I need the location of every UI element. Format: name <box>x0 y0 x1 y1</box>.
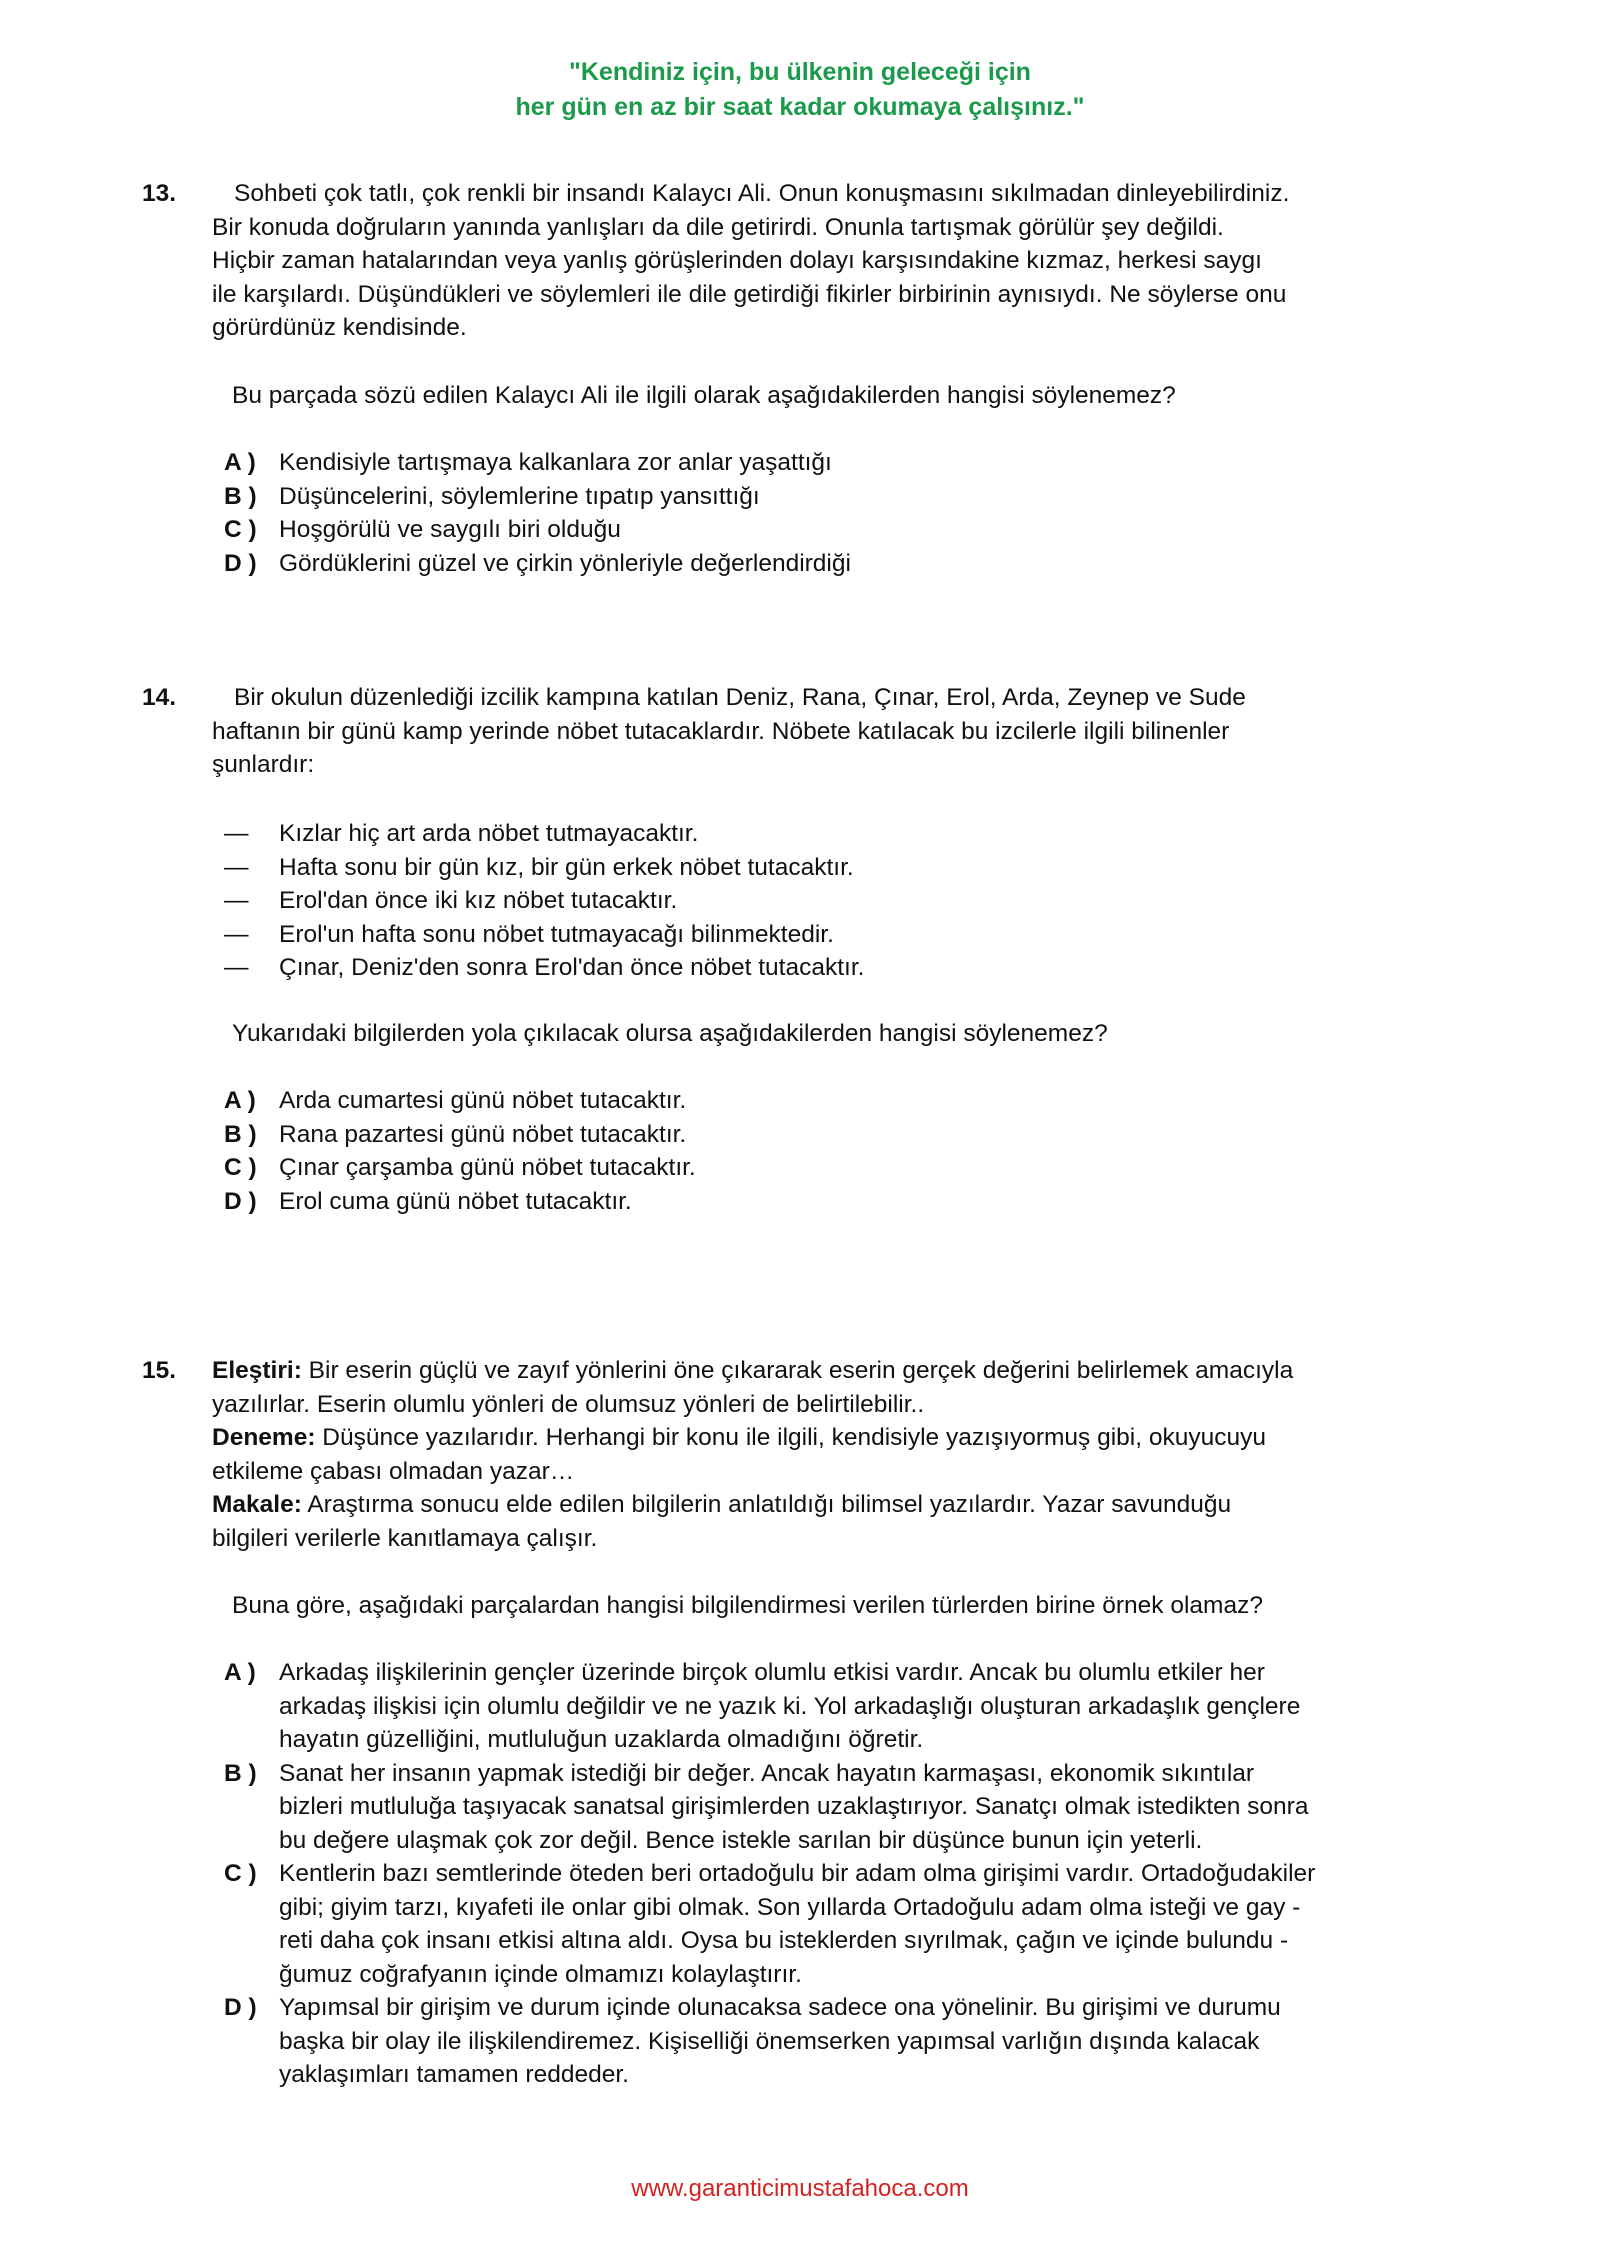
option-line: arkadaş ilişkisi için olumlu değildir ve ne yazık ki. Yol arkadaşlığı oluşturan arkadaşlık gençlere <box>279 1692 1301 1720</box>
option-b[interactable] <box>0 1757 1600 1858</box>
clue-text: Hafta sonu bir gün kız, bir gün erkek nöbet tutacaktır. <box>279 853 854 881</box>
option-letter: A ) <box>224 449 256 476</box>
option-letter: B ) <box>224 1759 257 1787</box>
option-d[interactable] <box>0 1991 1600 2092</box>
option-text <box>279 1991 1429 2092</box>
question-prompt: Bu parçada sözü edilen Kalaycı Ali ile ilgili olarak aşağıdakilerden hangisi söylenemez? <box>232 382 1176 409</box>
option-letter: C ) <box>224 1860 257 1887</box>
clue-item <box>0 851 1600 885</box>
passage-line: Sohbeti çok tatlı, çok renkli bir insandı Kalaycı Ali. Onun konuşmasını sıkılmadan dinleyebilirdiniz. <box>234 180 1290 207</box>
definition-line <box>212 1488 1442 1522</box>
definition-line: yazılırlar. Eserin olumlu yönleri de olumsuz yönleri de belirtilebilir.. <box>212 1390 925 1418</box>
definition-line <box>212 1354 1442 1388</box>
dash-bullet: — <box>224 954 249 981</box>
option-line: ğumuz coğrafyanın içinde olmamızı kolaylaştırır. <box>279 1960 802 1988</box>
option-text: Arda cumartesi günü nöbet tutacaktır. <box>279 1087 687 1114</box>
option-line: Yapımsal bir girişim ve durum içinde olunacaksa sadece ona yönelinir. Bu girişimi ve durumu <box>279 1994 1281 2021</box>
option-letter: C ) <box>224 1154 257 1181</box>
definition-term: Makale: <box>212 1491 302 1518</box>
passage-line: Hiçbir zaman hatalarından veya yanlış görüşlerinden dolayı karşısındakine kızmaz, herkesi saygı <box>212 247 1262 274</box>
dash-bullet: — <box>224 887 249 914</box>
option-d[interactable] <box>0 1185 1600 1219</box>
definition-text: Bir eserin güçlü ve zayıf yönlerini öne çıkararak eserin gerçek değerini belirlemek amacıyla <box>301 1357 1294 1384</box>
option-line: başka bir olay ile ilişkilendiremez. Kişiselliği önemserken yapımsal varlığın dışında kalacak <box>279 2027 1260 2055</box>
option-letter: D ) <box>224 549 257 577</box>
motto-line-2: her gün en az bir saat kadar okumaya çalışınız." <box>515 93 1085 121</box>
answer-options <box>0 446 1600 580</box>
answer-options <box>0 1656 1600 2092</box>
definition-line: etkileme çabası olmadan yazar… <box>212 1457 575 1485</box>
question-passage <box>212 177 1442 345</box>
option-c[interactable] <box>0 513 1600 547</box>
passage-line: haftanın bir günü kamp yerinde nöbet tutacaklardır. Nöbete katılacak bu izcilerle ilgili bilinenler <box>212 717 1230 745</box>
option-text: Gördüklerini güzel ve çirkin yönleriyle değerlendirdiği <box>279 549 851 577</box>
question-prompt: Yukarıdaki bilgilerden yola çıkılacak olursa aşağıdakilerden hangisi söylenemez? <box>232 1020 1108 1047</box>
option-a[interactable] <box>0 1656 1600 1757</box>
option-text <box>279 1656 1429 1757</box>
question-number: 15. <box>142 1357 177 1384</box>
option-line: Arkadaş ilişkilerinin gençler üzerinde birçok olumlu etkisi vardır. Ancak bu olumlu etkiler her <box>279 1659 1265 1686</box>
clue-text: Kızlar hiç art arda nöbet tutmayacaktır. <box>279 820 699 847</box>
option-line: Kentlerin bazı semtlerinde öteden beri ortadoğulu bir adam olma girişimi vardır. Ortadoğudakiler <box>279 1860 1316 1887</box>
option-a[interactable] <box>0 446 1600 480</box>
answer-options <box>0 1084 1600 1218</box>
clue-text: Erol'un hafta sonu nöbet tutmayacağı bilinmektedir. <box>279 920 834 948</box>
option-letter: C ) <box>224 516 257 543</box>
option-letter: A ) <box>224 1087 256 1114</box>
option-letter: D ) <box>224 1187 257 1215</box>
option-a[interactable] <box>0 1084 1600 1118</box>
option-line: yaklaşımları tamamen reddeder. <box>279 2061 629 2088</box>
definition-line: bilgileri verilerle kanıtlamaya çalışır. <box>212 1524 598 1552</box>
option-c[interactable] <box>0 1857 1600 1991</box>
clue-list <box>0 817 1600 985</box>
clue-item <box>0 951 1600 985</box>
option-line: gibi; giyim tarzı, kıyafeti ile onlar gibi olmak. Son yıllarda Ortadoğulu adam olma isteği ve gay - <box>279 1893 1301 1921</box>
option-line: reti daha çok insanı etkisi altına aldı. Oysa bu isteklerden sıyrılmak, çağın ve içinde bulundu - <box>279 1927 1289 1954</box>
dash-bullet: — <box>224 853 249 881</box>
motto-header <box>0 55 1600 125</box>
definition-line <box>212 1421 1442 1455</box>
passage-line: ile karşılardı. Düşündükleri ve söylemleri ile dile getirdiği fikirler birbirinin aynısıydı. Ne söylerse onu <box>212 280 1287 308</box>
option-line: bu değere ulaşmak çok zor değil. Bence istekle sarılan bir düşünce bunun için yeterli. <box>279 1826 1203 1854</box>
option-text <box>279 1857 1429 1991</box>
option-text: Çınar çarşamba günü nöbet tutacaktır. <box>279 1154 696 1181</box>
dash-bullet: — <box>224 920 249 948</box>
option-text: Erol cuma günü nöbet tutacaktır. <box>279 1187 632 1215</box>
clue-text: Erol'dan önce iki kız nöbet tutacaktır. <box>279 887 678 914</box>
question-number: 14. <box>142 684 177 711</box>
option-text: Hoşgörülü ve saygılı biri olduğu <box>279 516 621 543</box>
option-c[interactable] <box>0 1151 1600 1185</box>
website-link[interactable]: www.garanticimustafahoca.com <box>631 2175 969 2202</box>
passage-line: Bir okulun düzenlediği izcilik kampına katılan Deniz, Rana, Çınar, Erol, Arda, Zeynep ve Sude <box>234 684 1246 711</box>
option-text: Düşüncelerini, söylemlerine tıpatıp yansıttığı <box>279 482 760 510</box>
question-passage <box>212 681 1442 782</box>
passage-line: şunlardır: <box>212 751 315 778</box>
option-b[interactable] <box>0 1118 1600 1152</box>
clue-item <box>0 884 1600 918</box>
passage-line: Bir konuda doğruların yanında yanlışları da dile getirirdi. Onunla tartışmak görülür şey değildi. <box>212 213 1224 241</box>
option-b[interactable] <box>0 480 1600 514</box>
option-text: Rana pazartesi günü nöbet tutacaktır. <box>279 1120 687 1148</box>
definition-text: Araştırma sonucu elde edilen bilgilerin anlatıldığı bilimsel yazılardır. Yazar savunduğu <box>301 1491 1232 1518</box>
option-text <box>279 1757 1429 1858</box>
clue-item <box>0 817 1600 851</box>
question-number: 13. <box>142 180 177 207</box>
passage-line: görürdünüz kendisinde. <box>212 314 467 341</box>
definition-text: Düşünce yazılarıdır. Herhangi bir konu ile ilgili, kendisiyle yazışıyormuş gibi, okuyucuyu <box>315 1424 1266 1451</box>
option-letter: A ) <box>224 1659 256 1686</box>
option-letter: B ) <box>224 1120 257 1148</box>
question-prompt: Buna göre, aşağıdaki parçalardan hangisi bilgilendirmesi verilen türlerden birine örnek olamaz? <box>232 1592 1263 1619</box>
option-letter: B ) <box>224 482 257 510</box>
option-line: hayatın güzelliğini, mutluluğun uzaklarda olmadığını öğretir. <box>279 1726 924 1753</box>
option-letter: D ) <box>224 1994 257 2021</box>
genre-definitions <box>212 1354 1442 1555</box>
option-d[interactable] <box>0 547 1600 581</box>
definition-term: Deneme: <box>212 1424 316 1451</box>
option-line: Sanat her insanın yapmak istediği bir değer. Ancak hayatın karmaşası, ekonomik sıkıntılar <box>279 1759 1255 1787</box>
definition-term: Eleştiri: <box>212 1357 302 1384</box>
clue-item <box>0 918 1600 952</box>
dash-bullet: — <box>224 820 249 847</box>
option-text: Kendisiyle tartışmaya kalkanlara zor anlar yaşattığı <box>279 449 832 476</box>
option-line: bizleri mutluluğa taşıyacak sanatsal girişimlerden uzaklaştırıyor. Sanatçı olmak istedikten sonra <box>279 1793 1309 1820</box>
clue-text: Çınar, Deniz'den sonra Erol'dan önce nöbet tutacaktır. <box>279 954 865 981</box>
motto-line-1: "Kendiniz için, bu ülkenin geleceği için <box>569 58 1031 86</box>
